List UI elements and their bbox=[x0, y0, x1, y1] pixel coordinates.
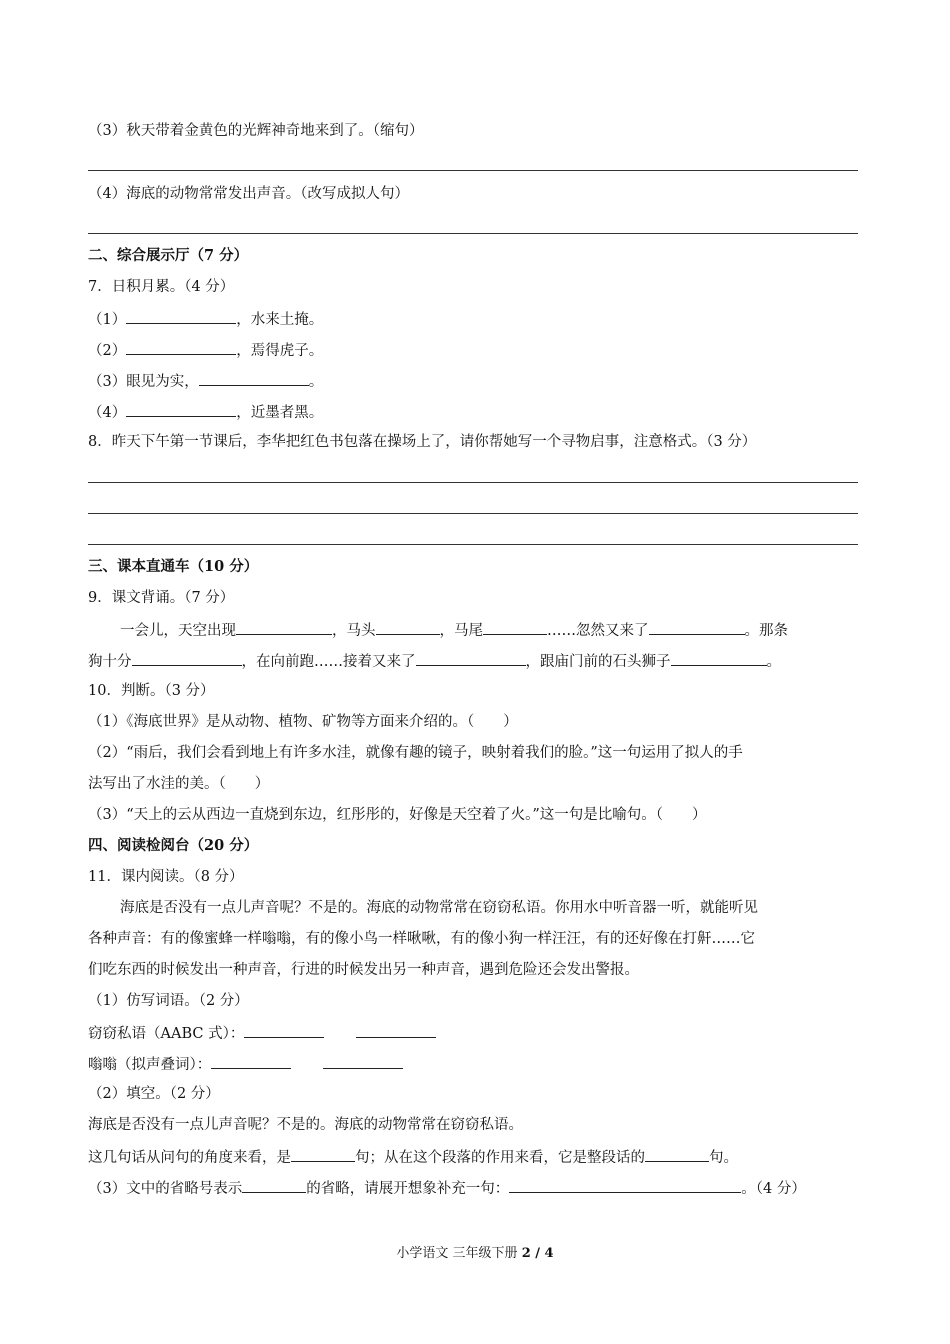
fill-blank[interactable] bbox=[649, 619, 745, 635]
section-3-title: 三、课本直通车（10 分） bbox=[88, 558, 259, 575]
fill-blank[interactable] bbox=[126, 308, 236, 324]
q11-sub-2-quote: 海底是否没有一点儿声音呢？不是的。海底的动物常常在窃窃私语。 bbox=[88, 1117, 523, 1133]
fill-blank[interactable] bbox=[671, 650, 767, 666]
q11-sub-2-question: 这几句话从问句的角度来看，是 句；从在这个段落的作用来看，它是整段话的 句。 bbox=[88, 1146, 738, 1168]
q8-text: 8．昨天下午第一节课后，李华把红色书包落在操场上了，请你帮她写一个寻物启事，注意格式。（3 分） bbox=[88, 434, 757, 450]
fill-blank[interactable] bbox=[291, 1146, 355, 1162]
page-number: 2 / 4 bbox=[521, 1246, 554, 1261]
fill-blank[interactable] bbox=[323, 1053, 403, 1069]
q10-item-3: （3）“天上的云从西边一直烧到东边，红彤彤的，好像是天空着了火。”这一句是比喻句。（ ） bbox=[88, 807, 707, 823]
fill-blank[interactable] bbox=[509, 1177, 741, 1193]
q10-item-2-line-2: 法写出了水洼的美。（ ） bbox=[88, 776, 270, 792]
fill-blank[interactable] bbox=[132, 650, 242, 666]
q11-sub-1-title: （1）仿写词语。（2 分） bbox=[88, 993, 249, 1009]
fill-blank[interactable] bbox=[483, 619, 547, 635]
q11-passage-line-2: 各种声音：有的像蜜蜂一样嗡嗡，有的像小鸟一样啾啾，有的像小狗一样汪汪，有的还好像在打鼾……它 bbox=[88, 931, 755, 947]
q11-sub-2-title: （2）填空。（2 分） bbox=[88, 1086, 220, 1102]
page-footer: 小学语文 三年级下册 2 / 4 bbox=[396, 1246, 554, 1261]
q11-passage-line-3: 们吃东西的时候发出一种声音，行进的时候发出另一种声音，遇到危险还会发出警报。 bbox=[88, 962, 639, 978]
fill-blank[interactable] bbox=[356, 1022, 436, 1038]
q9-passage-line-2: 狗十分 ，在向前跑……接着又来了 ，跟庙门前的石头狮子 。 bbox=[88, 650, 781, 672]
q7-item-2: （2） ，焉得虎子。 bbox=[88, 339, 323, 361]
q6-item-4: （4）海底的动物常常发出声音。（改写成拟人句） bbox=[88, 186, 409, 202]
q10-title: 10．判断。（3 分） bbox=[88, 683, 215, 699]
q6-item-3: （3）秋天带着金黄色的光辉神奇地来到了。（缩句） bbox=[88, 123, 424, 139]
answer-line bbox=[88, 170, 858, 171]
answer-line bbox=[88, 544, 858, 545]
q9-passage-line-1: 一会儿，天空出现 ，马头 ，马尾 ……忽然又来了 。那条 bbox=[120, 619, 788, 641]
q11-sub-1-b: 嗡嗡（拟声叠词）： bbox=[88, 1053, 403, 1075]
q7-item-4: （4） ，近墨者黑。 bbox=[88, 401, 323, 423]
q9-title: 9．课文背诵。（7 分） bbox=[88, 590, 235, 606]
q10-item-1: （1）《海底世界》是从动物、植物、矿物等方面来介绍的。（ ） bbox=[88, 714, 518, 730]
fill-blank[interactable] bbox=[236, 619, 332, 635]
fill-blank[interactable] bbox=[199, 370, 309, 386]
q7-item-1: （1） ，水来土掩。 bbox=[88, 308, 323, 330]
fill-blank[interactable] bbox=[126, 339, 236, 355]
answer-line bbox=[88, 482, 858, 483]
fill-blank[interactable] bbox=[126, 401, 236, 417]
fill-blank[interactable] bbox=[376, 619, 440, 635]
q11-sub-1-a: 窃窃私语（AABC 式）： bbox=[88, 1022, 436, 1044]
fill-blank[interactable] bbox=[244, 1022, 324, 1038]
fill-blank[interactable] bbox=[416, 650, 526, 666]
fill-blank[interactable] bbox=[211, 1053, 291, 1069]
section-2-title: 二、综合展示厅（7 分） bbox=[88, 247, 249, 264]
answer-line bbox=[88, 513, 858, 514]
q11-title: 11．课内阅读。（8 分） bbox=[88, 869, 244, 885]
q7-title: 7．日积月累。（4 分） bbox=[88, 279, 235, 295]
q11-sub-3: （3）文中的省略号表示 的省略，请展开想象补充一句： 。（4 分） bbox=[88, 1177, 806, 1199]
answer-line bbox=[88, 233, 858, 234]
fill-blank[interactable] bbox=[645, 1146, 709, 1162]
fill-blank[interactable] bbox=[242, 1177, 306, 1193]
q7-item-3: （3）眼见为实， 。 bbox=[88, 370, 323, 392]
q11-passage-line-1: 海底是否没有一点儿声音呢？不是的。海底的动物常常在窃窃私语。你用水中听音器一听，就能听见 bbox=[120, 900, 758, 916]
q10-item-2-line-1: （2）“雨后，我们会看到地上有许多水洼，就像有趣的镜子，映射着我们的脸。”这一句运用了拟人的手 bbox=[88, 745, 743, 761]
section-4-title: 四、阅读检阅台（20 分） bbox=[88, 837, 259, 854]
